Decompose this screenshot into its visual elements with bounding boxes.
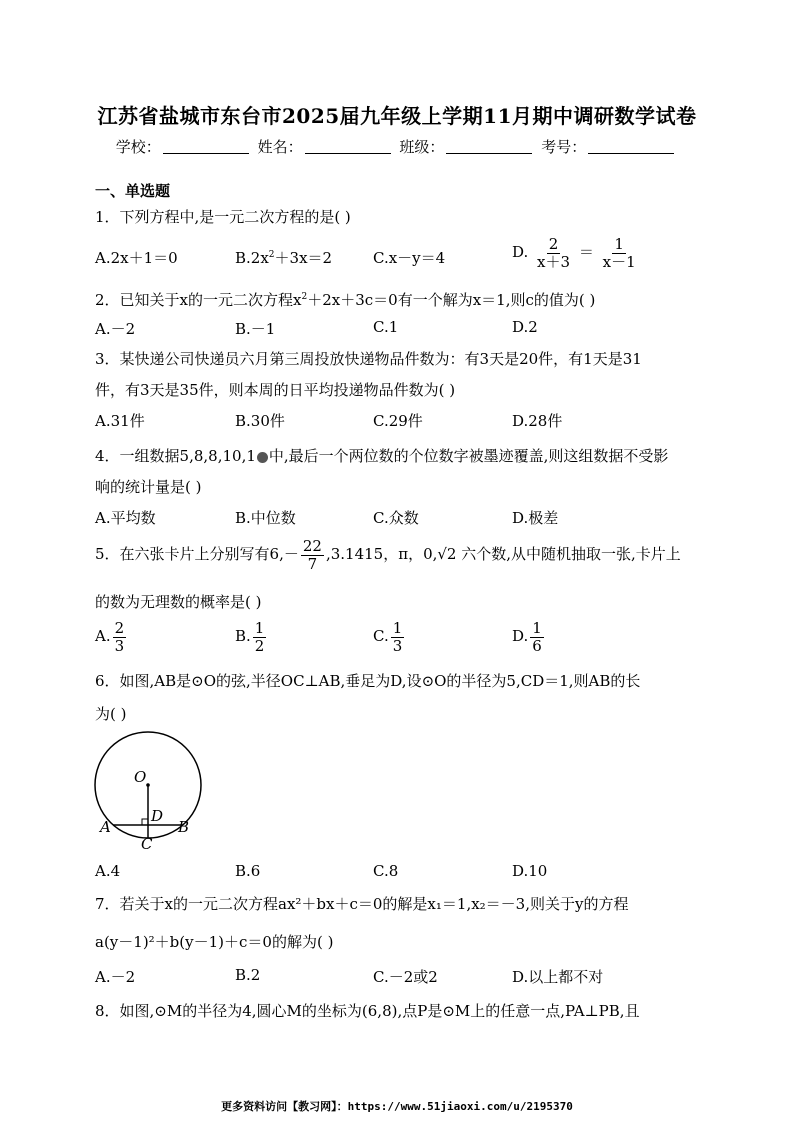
- q4-line-1: [95, 445, 668, 466]
- q5-b-frac: [253, 620, 267, 654]
- q2-option-a: A.－2: [95, 320, 136, 338]
- q8-line-1: 8．如图,⊙M的半径为4,圆心M的坐标为(6,8),点P是⊙M上的任意一点,PA⊥PB,且: [95, 1002, 640, 1020]
- q5-b-label: B.: [235, 627, 251, 645]
- q5-d-label: D.: [512, 627, 529, 645]
- center-point: [146, 783, 150, 787]
- q1-d-frac1: [535, 236, 572, 270]
- q1-option-b: [235, 247, 332, 268]
- label-c: C: [141, 835, 153, 852]
- q4-option-c: C.众数: [373, 509, 419, 527]
- q3-option-b: B.30件: [235, 412, 285, 430]
- q5-a-num: 2: [114, 619, 125, 637]
- q5-option-c: [373, 620, 406, 654]
- exam-title: 江苏省盐城市东台市2025届九年级上学期11月期中调研数学试卷: [97, 104, 697, 128]
- q5-d-frac: [530, 620, 544, 654]
- q5-c-num: 1: [392, 619, 403, 637]
- q5-c-label: C.: [373, 627, 389, 645]
- q5-frac-den: 7: [307, 554, 318, 573]
- label-b: B: [178, 818, 190, 836]
- q5-a-label: A.: [95, 627, 111, 645]
- circle-figure: [90, 722, 210, 852]
- school-blank: [163, 139, 249, 154]
- exam-no-blank: [588, 139, 674, 154]
- q5-option-b: [235, 620, 268, 654]
- q5-a-frac: [113, 620, 127, 654]
- q5-line-2: 的数为无理数的概率是( ): [95, 593, 262, 611]
- q5-option-a: [95, 620, 128, 654]
- q6-option-c: C.8: [373, 862, 399, 880]
- q1-d-frac1-den: x＋3: [537, 252, 571, 271]
- q2-stem: [95, 289, 595, 310]
- name-label: 姓名：: [257, 138, 303, 156]
- q6-line-1: 6．如图,AB是⊙O的弦,半径OC⊥AB,垂足为D,设⊙O的半径为5,CD＝1,则AB的长: [95, 672, 641, 690]
- q7-option-a: A.－2: [95, 968, 136, 986]
- q5-a-den: 3: [114, 636, 125, 655]
- q5-d-den: 6: [532, 636, 542, 655]
- q6-option-b: B.6: [235, 862, 261, 880]
- student-info-line: [0, 136, 794, 157]
- q6-option-d: D.10: [512, 862, 548, 880]
- q1-b-pre: B.2x: [235, 249, 269, 267]
- q1-option-a: A.2x＋1＝0: [95, 249, 178, 267]
- label-o: O: [134, 768, 147, 786]
- q1-d-eq: ＝: [578, 243, 594, 261]
- q1-option-d: [512, 236, 640, 270]
- section-heading: 一、单选题: [95, 182, 171, 200]
- class-blank: [446, 139, 532, 154]
- q7-line-1: 7．若关于x的一元二次方程ax²＋bx＋c＝0的解是x₁＝1,x₂＝－3,则关于y的方程: [95, 895, 629, 913]
- class-label: 班级：: [399, 138, 445, 156]
- q4-line-2: 响的统计量是( ): [95, 478, 202, 496]
- school-label: 学校：: [115, 138, 161, 156]
- q4-option-b: B.中位数: [235, 509, 296, 527]
- q6-line-2: 为( ): [95, 705, 127, 723]
- q4-line-1-post: 中,最后一个两位数的个位数字被墨迹覆盖,则这组数据不受影: [268, 447, 669, 465]
- q3-option-a: A.31件: [95, 412, 145, 430]
- footer-link[interactable]: 更多资料访问【教习网】：https://www.51jiaoxi.com/u/2195370: [221, 1100, 573, 1113]
- right-angle-mark: [142, 819, 148, 825]
- q4-option-a: A.平均数: [95, 509, 156, 527]
- q1-option-c: C.x－y＝4: [373, 249, 446, 267]
- q5-line-1-post: ,3.1415，π，0,√2 六个数,从中随机抽取一张,卡片上: [325, 545, 681, 563]
- q5-option-d: [512, 620, 546, 654]
- q1-b-post: ＋3x＝2: [274, 249, 333, 267]
- q5-b-num: 1: [254, 619, 265, 637]
- q5-line-1-pre: 5．在六张卡片上分别写有6,－: [95, 545, 299, 563]
- q5-frac-num: 22: [302, 537, 322, 555]
- q5-frac: [301, 538, 324, 572]
- q1-d-frac2-den: x－1: [602, 252, 636, 271]
- q1-d-frac1-num: 2: [548, 235, 559, 253]
- exam-no-label: 考号：: [541, 138, 587, 156]
- q5-c-den: 3: [392, 636, 403, 655]
- q3-line-2: 件，有3天是35件，则本周的日平均投递物品件数为( ): [95, 381, 456, 399]
- q5-line-1: [95, 538, 681, 572]
- q2-option-d: D.2: [512, 318, 538, 336]
- q4-line-1-pre: 4．一组数据5,8,8,10,1: [95, 447, 256, 465]
- label-d: D: [151, 807, 164, 825]
- q4-option-d: D.极差: [512, 509, 559, 527]
- q5-d-num: 1: [532, 619, 542, 637]
- q5-b-den: 2: [254, 636, 265, 655]
- q1-stem: 1．下列方程中,是一元二次方程的是( ): [95, 208, 351, 226]
- q2-stem-sup: 2: [301, 292, 308, 302]
- q1-d-frac2-num: 1: [614, 235, 624, 253]
- q3-option-d: D.28件: [512, 412, 563, 430]
- q3-option-c: C.29件: [373, 412, 423, 430]
- q7-line-2: a(y－1)²＋b(y－1)＋c＝0的解为( ): [95, 933, 334, 951]
- q2-stem-pre: 2．已知关于x的一元二次方程x: [95, 291, 302, 309]
- ink-blot-icon: [257, 452, 268, 463]
- q7-option-b: B.2: [235, 966, 261, 984]
- q7-option-d: D.以上都不对: [512, 968, 604, 986]
- label-a: A: [100, 818, 111, 836]
- q2-option-b: B.－1: [235, 320, 276, 338]
- q1-b-sup: 2: [268, 250, 275, 260]
- q7-option-c: C.－2或2: [373, 968, 438, 986]
- q1-d-label: D.: [512, 243, 529, 261]
- q3-line-1: 3．某快递公司快递员六月第三周投放快递物品件数为：有3天是20件，有1天是31: [95, 350, 642, 368]
- q2-option-c: C.1: [373, 318, 399, 336]
- q5-c-frac: [391, 620, 405, 654]
- name-blank: [305, 139, 391, 154]
- q2-stem-post: ＋2x＋3c＝0有一个解为x＝1,则c的值为( ): [307, 291, 596, 309]
- q6-option-a: A.4: [95, 862, 121, 880]
- q1-d-frac2: [601, 236, 638, 270]
